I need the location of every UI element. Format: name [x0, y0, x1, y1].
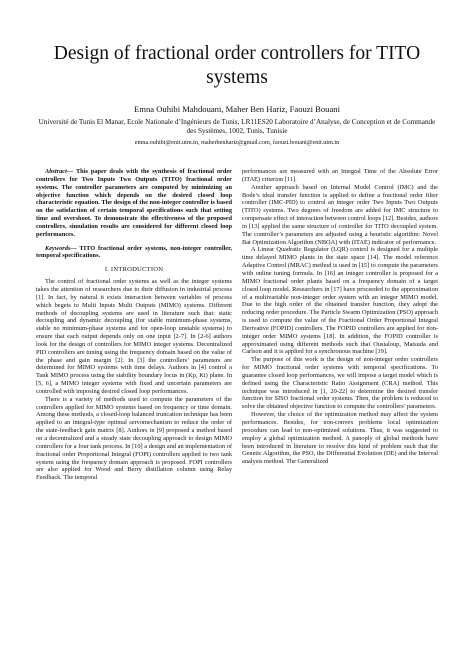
body-columns — [36, 168, 438, 482]
affiliation: Université de Tunis El Manar, Ecole Nationale d’Ingénieurs de Tunis, LR11ES20 Laboratoire d’Analyse, de Conception et de Commande des Systèmes, 1002, Tunis, Tunisie — [38, 118, 436, 135]
right-column — [242, 168, 438, 482]
section-heading-introduction: I. INTRODUCTION — [104, 266, 164, 274]
body-paragraph: performances are measured with an Integral Time of the Absolute Error (ITAE) criterion [11]. — [242, 168, 438, 183]
body-paragraph: A Linear Quadratic Regulator (LQR) control is designed for a multiple time delayed MIMO plants in the state space [14]. The model reference Adaptive Control (MRAC) method is used in [15] to compute the parameters with online tuning formula. In [16] an integer controller is proposed for a MIMO fractional order plants based on a frequency domain of a target closed loop model. Researchers in [17] have proceeded to the approximation of a multivariable non-integer order system with an integer MIMO model. Due to the high order of the obtained transfer function, they adopt the reducing order procedure. The Particle Swarm Optimization (PSO) approach is used to compute the value of the Fractional Order Proportional Integral Derivative (FOPID) controllers. The FOPID controllers are applied for non-integer order MIMO systems [18]. In addition, the FOPID controller is approximated using different methods such that Oustaloup, Matsuda and Carlson and it is applied for a synchronous machine [19]. — [242, 246, 438, 356]
abstract-label: Abstract— — [45, 168, 74, 175]
body-paragraph: The control of fractional order systems as well as the integer systems takes the attention of researchers due to their diffusion in industrial process [1]. In fact, by natural it exists interaction between variables of process which begets to Multi Inputs Multi Outputs (MIMO) systems. Different methods of decoupling systems are used in literature such that: static decoupling and dynamic decoupling (for stable minimum-phase systems, stable no minimum-phase systems and for open-loop unstable systems) to ensure that each output depends only on one input [2-7]. In [2-6] authors look for the design of controllers for MIMO integer systems. Decentralized PID controllers are tuning using the frequency domain based on the value of the phase and gain margin [2]. In [3] the controllers’ parameters are determined for MIMO systems with time delays. Authors in [4] control a Tank MIMO process using the stability boundary locus in (Kp, Ki) plane. In [5, 6], a MIMO integer systems with fixed and uncertain parameters are controlled with imposing desired closed loop performances. — [36, 278, 232, 395]
keywords-label: Keywords— — [45, 244, 77, 252]
paper-title: Design of fractional order controllers for TITO systems — [53, 43, 421, 88]
body-paragraph: There is a variety of methods used to compute the parameters of the controllers applied for MIMO systems based on frequency or time domain. Among these methods, a closed-loop balanced truncation technique has been applied to an integral-type optimal servomechanism to reduce the order of the state-feedback gain matrix [8]. Authors in [9] proposed a method based on a decentralized and a steady state decoupling approach to design MIMO controllers for a four tank process. In [10] a design and an implementation of fractional order Proportional Integral (FOPI) controllers applied to two tank system using the frequency domain approach is proposed. FOPI controllers are also applied for Wood and Berry distillation column using Relay Feedback. The temporal — [36, 395, 232, 482]
body-paragraph: However, the choice of the optimization method may affect the system performances. Besides, for non-convex problems local optimization procedure can lead to non-optimized solutions. Thus, it was suggested to employ a global optimization method. A panoply of global methods have been introduced in literature to resolve this kind of problem such that the Genetic Algorithm, the PSO, the Differential Evolution (DE) and the Interval analysis method. The Generalized — [242, 411, 438, 466]
body-paragraph: Another approach based on Internal Model Control (IMC) and the Bode’s ideal transfer function is applied to define a fractional order filter controller (IMC-PID) to control an integer order Two Inputs Two Outputs (TITO) systems. Two degrees of freedom are added for IMC structure to compensate effect of interaction between control loops [12]. Besides, authors in [13] applied the same structure of controller for TITO decoupled system. The controller’s parameters are adjusted using a heuristic algorithm: Novel Bat Optimization Algorithm (NBOA) with (ITAE) indicator of performance. — [242, 183, 438, 246]
keywords — [36, 245, 232, 261]
left-column — [36, 168, 232, 482]
keywords-text: TITO fractional order systems, non-integer controller, temporal specifications. — [36, 244, 232, 260]
author-emails: emna.ouhibi@enit.utm.tn, maherbenhariz@gmail.com, faouzi.bouani@enit.utm.tn — [134, 139, 340, 146]
body-paragraph: The purpose of this work is the design of non-integer order controllers for MIMO fractional order systems with temporal specifications. To guarantee closed loop performances, we will impose a target model which is defined using the Characteristic Ratio Assignment (CRA) method. This technique was introduced in [1, 20-22] to determine the desired transfer function for SISO fractional order systems. Then, the problem is reduced to solve the obtained objective function to compute the controllers’ parameters. — [242, 356, 438, 411]
abstract-text: This paper deals with the synthesis of fractional order controllers for Two Inputs Two Outputs (TITO) fractional order systems. The controller parameters are computed by minimizing an objective function which depends on the desired closed loop characteristic equation. The design of the non-integer controller is based on the satisfaction of certain temporal specifications such that setting time and overshoot. To demonstrate the effectiveness of the proposed controllers, simulation results are considered for different closed loop performances. — [36, 168, 232, 238]
abstract — [36, 168, 232, 239]
author-list: Emna Ouhibi Mahdouani, Maher Ben Hariz, Faouzi Bouani — [134, 104, 340, 114]
